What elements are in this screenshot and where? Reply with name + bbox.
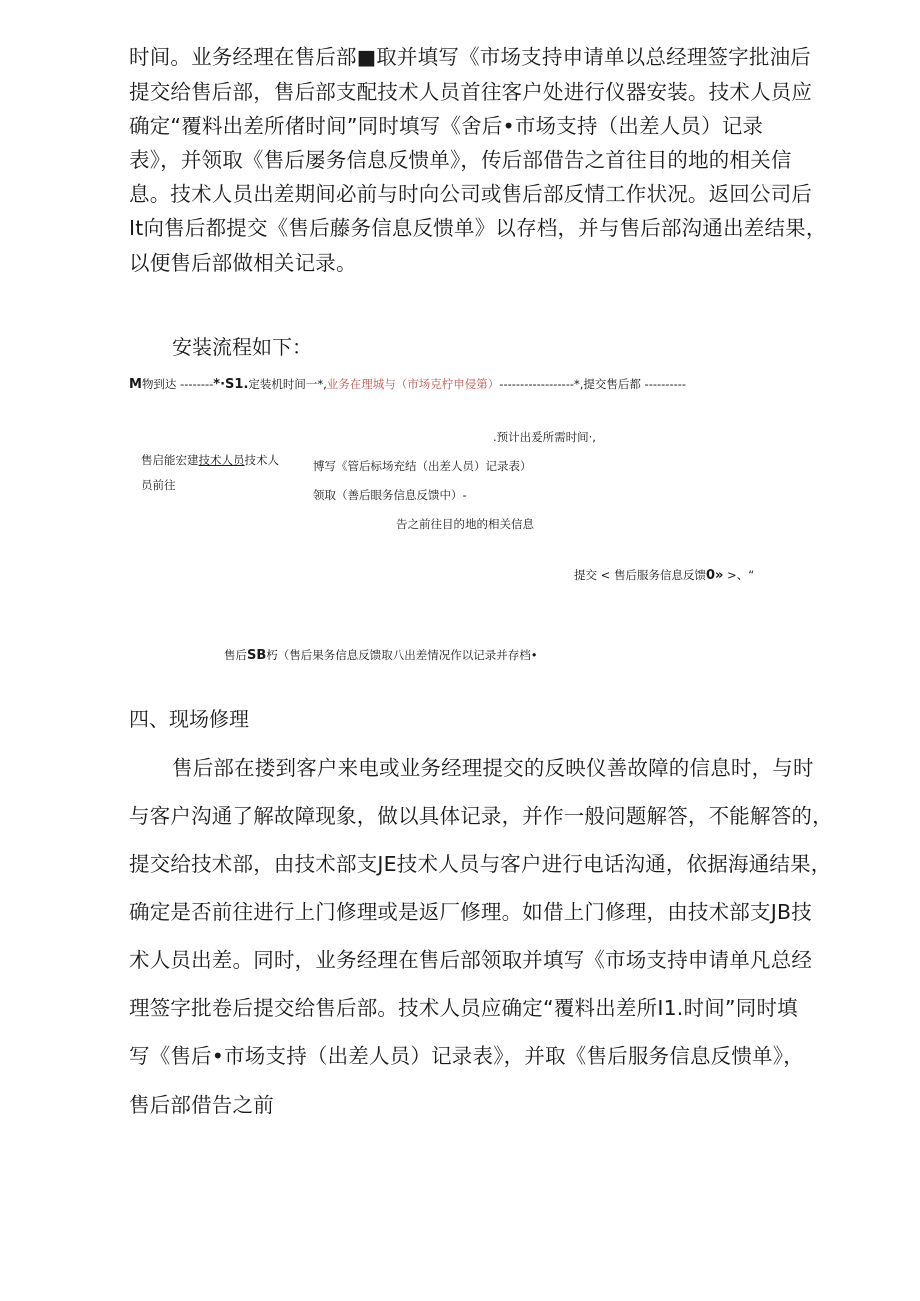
flow-sales-request: 业务在理城与（市场克柠申侵第） xyxy=(326,377,500,391)
paragraph-line: It向售后都提交《售后藤务信息反愦单》以存档，并与售后部沟通出差结果， xyxy=(129,216,827,240)
flow-submit-feedback: 提交 < 售后服务信息反馈0» >、“ xyxy=(574,568,755,583)
flow-row-1 xyxy=(129,376,686,393)
paragraph-line: 写《售后•市场支持（出差人员）记录表》，并取《售后服务信息反愦单》， xyxy=(129,1044,804,1068)
flow-arrival: 物到达 -------- xyxy=(141,377,214,391)
flow-fill-record: 博写《管后标场充结（出差人员）记录表） xyxy=(313,459,532,473)
technician-label: 技术人员 xyxy=(198,453,245,467)
section-heading: 四、现场修理 xyxy=(129,707,249,731)
flow-step-marker: *·S1. xyxy=(213,377,249,392)
paragraph-line: 表》，并领取《售后屡务信息反愦单》，传后部借告之首往目的地的相关信 xyxy=(129,148,792,172)
flow-dispatch-technician-line2: 员前往 xyxy=(141,478,176,492)
flow-archive: 售后SB朽（售后果务信息反馈取八出差情况作以记录并存档• xyxy=(224,648,538,663)
paragraph-line: 售后部借告之前 xyxy=(129,1093,274,1117)
paragraph-line: 以便售后部做相关记录。 xyxy=(129,251,357,275)
paragraph-line: 提交给技术部，由技术部支JE技术人员与客户进行电话沟通，依据海通结果， xyxy=(129,852,832,876)
paragraph-line: 与客户沟通了解故障现象，做以具体记录，并作一般问题解答，不能解答的， xyxy=(129,804,833,828)
flow-schedule-time: 定装机时间一*, xyxy=(248,377,327,391)
flow-submit-after-sales: ------------------*,提交售后都 ---------- xyxy=(499,377,687,391)
flow-receive-feedback: 领取（善后眼务信息反馈中）- xyxy=(313,488,467,502)
paragraph-line: 时间。业务经理在售后部■取并填写《市场支持申请单以总经理签字批油后 xyxy=(129,45,811,69)
paragraph-line: 确定“覆料出差所偖时间”同时填写《舍后•市场支持（出差人员）记录 xyxy=(129,114,764,138)
install-flow-title: 安装流程如下： xyxy=(172,335,312,359)
flow-estimate-time: .预计出爰所需时间·, xyxy=(493,430,596,444)
flow-start-marker: M xyxy=(129,377,142,392)
paragraph-line: 确定是否前往进行上门修理或是返厂修理。如借上门修理，由技术部支JB技 xyxy=(129,900,812,924)
paragraph-line: 术人员出差。同时，业务经理在售后部领取并填写《市场支持申请单凡总经 xyxy=(129,948,813,972)
flow-dispatch-technician: 售启能宏建技术人员技术人 xyxy=(141,453,279,467)
paragraph-line: 理签字批卷后提交给售后部。技术人员应确定“覆料出差所I1.时间”同时填 xyxy=(129,996,798,1020)
paragraph-line: 息。技术人员出差期间必前与时向公司或售后部反情工作状况。返回公司后 xyxy=(129,182,813,206)
paragraph-line: 售后部在搂到客户来电或业务经理提交的反映仪善故障的信息时，与时 xyxy=(172,756,814,780)
paragraph-line: 提交给售后部，售后部支配技术人员首往客户处进行仪器安装。技术人员应 xyxy=(129,80,813,104)
flow-inform-destination: 告之前往目的地的相关信息 xyxy=(396,517,534,531)
